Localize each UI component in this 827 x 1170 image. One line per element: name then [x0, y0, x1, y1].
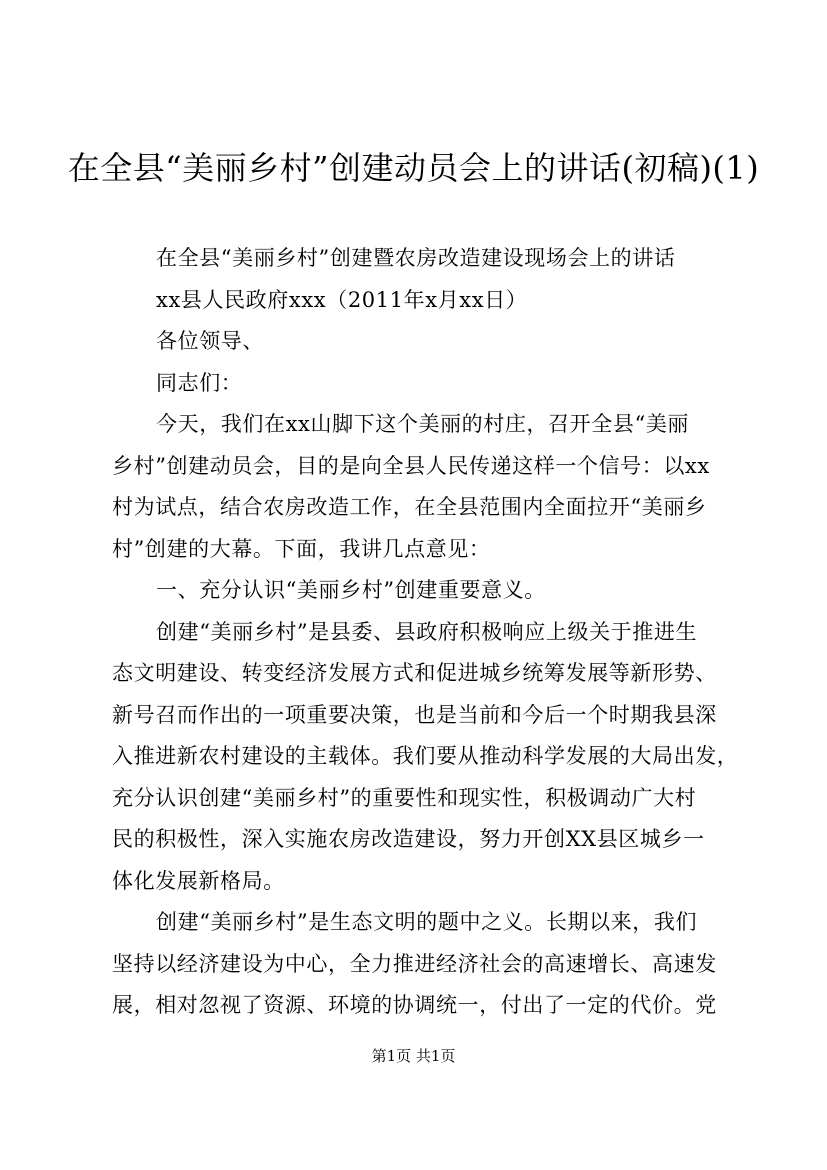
paragraph-line: 新号召而作出的一项重要决策，也是当前和今后一个时期我县深: [112, 702, 717, 727]
paragraph-line: 今天，我们在xx山脚下这个美丽的村庄，召开全县“美丽: [156, 412, 690, 436]
paragraph-line: 创建“美丽乡村”是生态文明的题中之义。长期以来，我们: [156, 910, 698, 934]
paragraph-line: 坚持以经济建设为中心，全力推进经济社会的高速增长、高速发: [112, 951, 717, 976]
document-body: [112, 238, 742, 1027]
paragraph-line: 同志们：: [156, 370, 243, 395]
paragraph-line: 在全县“美丽乡村”创建暨农房改造建设现场会上的讲话: [156, 246, 676, 270]
paragraph-line: 村”创建的大幕。下面，我讲几点意见：: [112, 536, 491, 561]
paragraph-line: 村为试点，结合农房改造工作，在全县范围内全面拉开“美丽乡: [112, 495, 707, 519]
paragraph-line: 创建“美丽乡村”是县委、县政府积极响应上级关于推进生: [156, 619, 698, 644]
page-footer: 第1页 共1页: [371, 1047, 456, 1065]
paragraph-line: 充分认识创建“美丽乡村”的重要性和现实性，积极调动广大村: [112, 785, 697, 810]
paragraph-line: 体化发展新格局。: [112, 868, 285, 893]
paragraph-line: 展，相对忽视了资源、环境的协调统一，付出了一定的代价。党: [112, 993, 717, 1017]
document-title: 在全县“美丽乡村”创建动员会上的讲话(初稿)(1): [67, 149, 760, 187]
paragraph-line: 各位领导、: [156, 329, 264, 353]
paragraph-line: 入推进新农村建设的主载体。我们要从推动科学发展的大局出发，: [112, 744, 739, 768]
section-heading: 一、充分认识“美丽乡村”创建重要意义。: [156, 578, 546, 602]
paragraph-line: 乡村”创建动员会，目的是向全县人民传递这样一个信号：以xx: [112, 453, 710, 478]
paragraph-line: 民的积极性，深入实施农房改造建设，努力开创XX县区城乡一: [112, 827, 705, 851]
paragraph-line: 态文明建设、转变经济发展方式和促进城乡统筹发展等新形势、: [112, 661, 717, 685]
paragraph-line: xx县人民政府xxx（2011年x月xx日）: [156, 287, 528, 312]
